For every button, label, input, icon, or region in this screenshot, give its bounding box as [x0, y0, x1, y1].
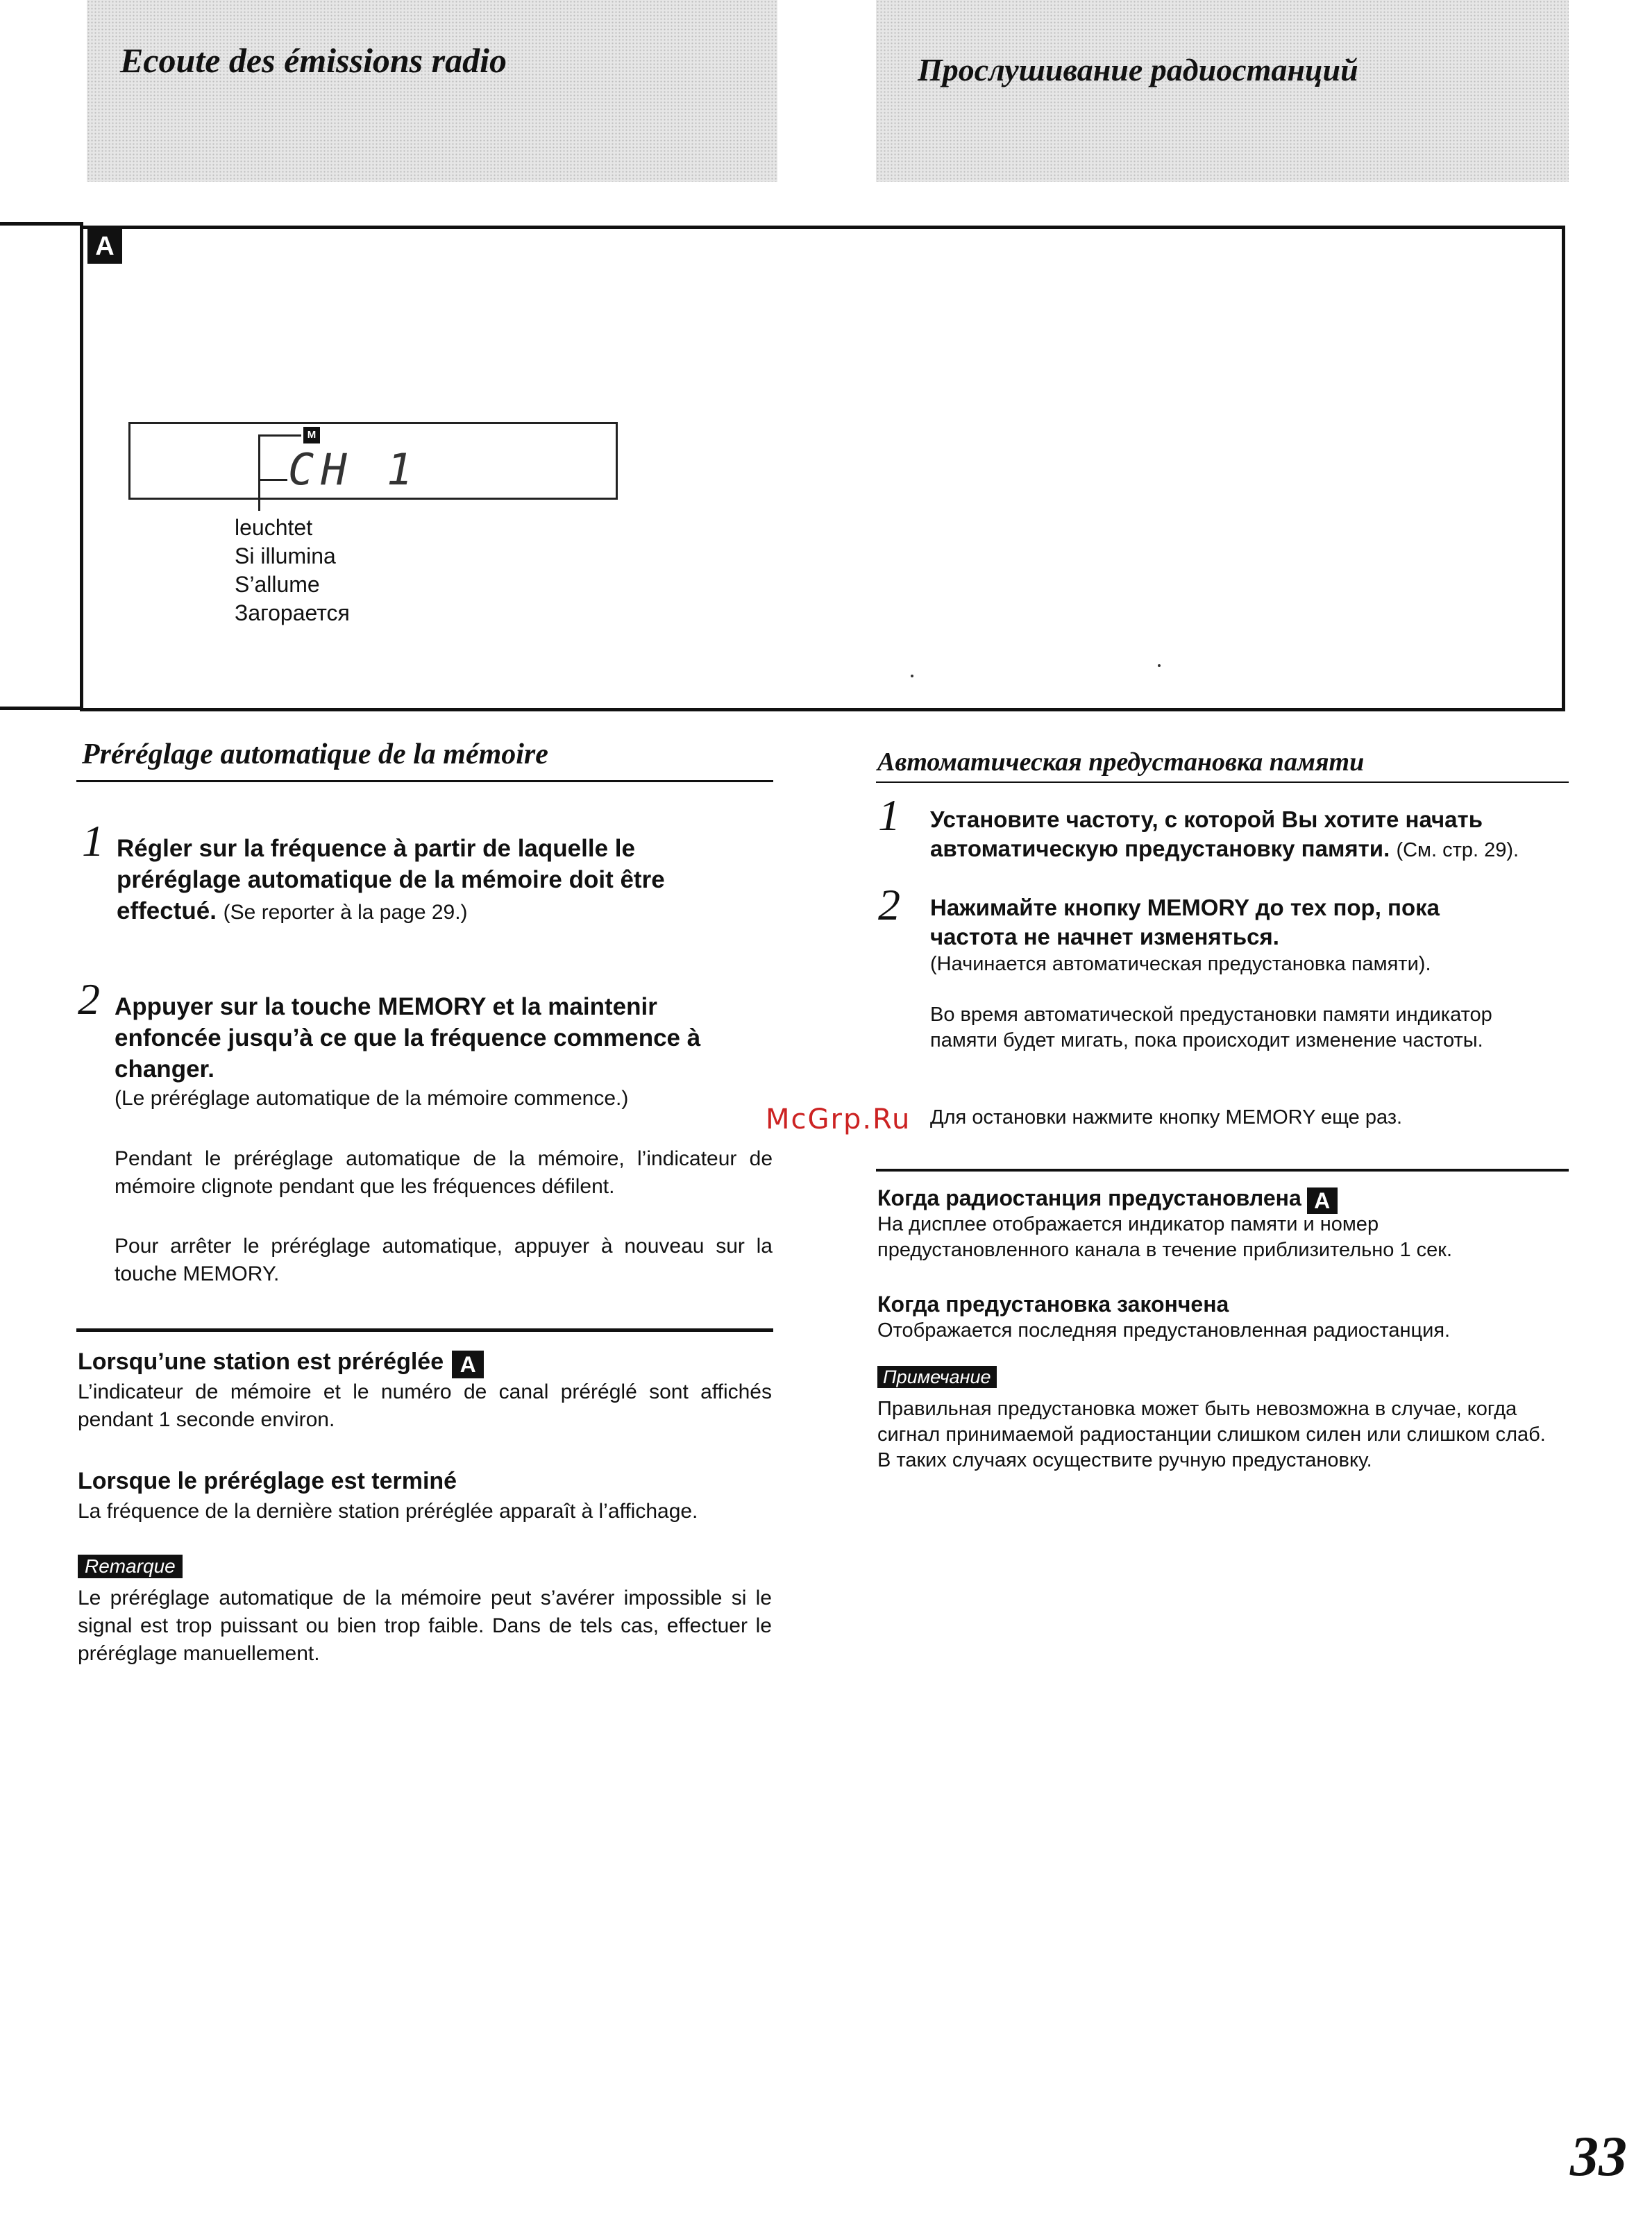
- russian-step2-number: 2: [878, 880, 900, 929]
- lit-label: leuchtet: [235, 515, 313, 540]
- french-title-rule: [76, 780, 773, 782]
- french-step1-number: 1: [82, 816, 104, 865]
- watermark: McGrp.Ru: [766, 1104, 911, 1135]
- lit-label: Загорается: [235, 600, 350, 625]
- french-preset-done-heading: Lorsque le préréglage est terminé: [78, 1468, 457, 1494]
- badge-a-icon: A: [1307, 1187, 1338, 1214]
- french-note-text: Le préréglage automatique de la mémoire peut s’avérer impossible si le signal est trop puissant ou bien trop faible. Dans de tels cas, effectuer le préréglage manuellement.: [78, 1587, 772, 1665]
- russian-station-preset-text: На дисплее отображается индикатор памяти и номер предустановленного канала в течение приблизительно 1 сек.: [877, 1213, 1453, 1261]
- french-step2-para1: Pendant le préréglage automatique de la mémoire, l’indicateur de mémoire clignote pendant que les fréquences défilent.: [115, 1147, 773, 1198]
- russian-section-title: Автоматическая предустановка памяти: [877, 747, 1365, 777]
- french-step1-line: Régler sur la fréquence à partir de laquelle le: [117, 835, 635, 862]
- russian-step2-line: частота не начнет изменяться.: [930, 924, 1279, 949]
- french-step1-line: préréglage automatique de la mémoire doit être: [117, 866, 665, 893]
- russian-step1-line: автоматическую предустановку памяти.: [930, 836, 1390, 861]
- lit-labels: [235, 514, 350, 627]
- scan-speck: [911, 675, 913, 677]
- lcd-callout-line: [258, 434, 301, 437]
- french-note-tag: Remarque: [78, 1555, 183, 1578]
- french-step1: [117, 833, 776, 928]
- russian-preset-done-heading: Когда предустановка закончена: [877, 1292, 1229, 1317]
- russian-step1: [930, 805, 1569, 865]
- header-right-band: [876, 0, 1569, 182]
- russian-note-tag: Примечание: [877, 1366, 997, 1388]
- page-number: 33: [1570, 2124, 1627, 2188]
- header-left-title: Ecoute des émissions radio: [120, 41, 507, 80]
- french-station-preset-heading: Lorsqu’une station est préréglée A: [78, 1346, 484, 1378]
- header-left-band: [87, 0, 777, 182]
- russian-title-rule: [876, 781, 1569, 783]
- badge-a-icon: A: [452, 1351, 484, 1378]
- russian-step1-ref: (См. стр. 29).: [1396, 839, 1519, 861]
- russian-step2: [930, 893, 1569, 977]
- lcd-callout-line: [258, 479, 287, 481]
- russian-preset-done-text: Отображается последняя предустановленная радиостанция.: [877, 1319, 1451, 1342]
- russian-step2-line: Нажимайте кнопку MEMORY до тех пор, пока: [930, 895, 1440, 920]
- russian-step2-para1: Во время автоматической предустановки памяти индикатор памяти будет мигать, пока происходит изменение частоты.: [930, 1004, 1492, 1051]
- russian-station-preset-heading: Когда радиостанция предустановлена A: [877, 1184, 1338, 1214]
- french-section-title: Préréglage automatique de la mémoire: [82, 738, 548, 770]
- french-step1-ref: (Se reporter à la page 29.): [223, 901, 468, 924]
- french-step2-note: (Le préréglage automatique de la mémoire commence.): [115, 1087, 629, 1110]
- lcd-channel-text: CH 1: [288, 444, 420, 495]
- french-step2-para2: Pour arrêter le préréglage automatique, appuyer à nouveau sur la touche MEMORY.: [115, 1235, 773, 1285]
- russian-note-text: Правильная предустановка может быть невозможна в случае, когда сигнал принимаемой радиостанции слишком силен или слишком слаб. В таких случаях осуществите ручную предустановку.: [877, 1398, 1546, 1471]
- russian-divider: [876, 1169, 1569, 1172]
- russian-step1-line: Установите частоту, с которой Вы хотите начать: [930, 806, 1483, 832]
- scan-speck: [1158, 664, 1161, 667]
- french-step2-number: 2: [78, 974, 100, 1024]
- french-step2: [115, 991, 774, 1113]
- french-step2-line: enfoncée jusqu’à ce que la fréquence commence à: [115, 1024, 701, 1051]
- figure-rule-top: [0, 222, 83, 226]
- figure-rule-bottom: [0, 707, 83, 710]
- memory-indicator-icon: M: [303, 427, 320, 443]
- russian-step2-note: (Начинается автоматическая предустановка памяти).: [930, 953, 1431, 975]
- russian-step1-number: 1: [878, 791, 900, 840]
- lit-label: S’allume: [235, 572, 320, 597]
- french-preset-done-text: La fréquence de la dernière station préréglée apparaît à l’affichage.: [78, 1500, 698, 1523]
- lcd-callout-line: [258, 434, 260, 511]
- lit-label: Si illumina: [235, 543, 336, 568]
- figure-a-badge: A: [87, 229, 122, 264]
- russian-step2-para2: Для остановки нажмите кнопку MEMORY еще раз.: [930, 1106, 1403, 1129]
- french-station-preset-text: L’indicateur de mémoire et le numéro de canal préréglé sont affichés pendant 1 seconde environ.: [78, 1380, 772, 1431]
- french-step2-line: Appuyer sur la touche MEMORY et la maintenir: [115, 993, 657, 1020]
- french-step2-line: changer.: [115, 1056, 214, 1083]
- header-right-title: Прослушивание радиостанций: [918, 52, 1358, 87]
- french-divider: [76, 1328, 773, 1332]
- french-step1-line: effectué.: [117, 897, 217, 924]
